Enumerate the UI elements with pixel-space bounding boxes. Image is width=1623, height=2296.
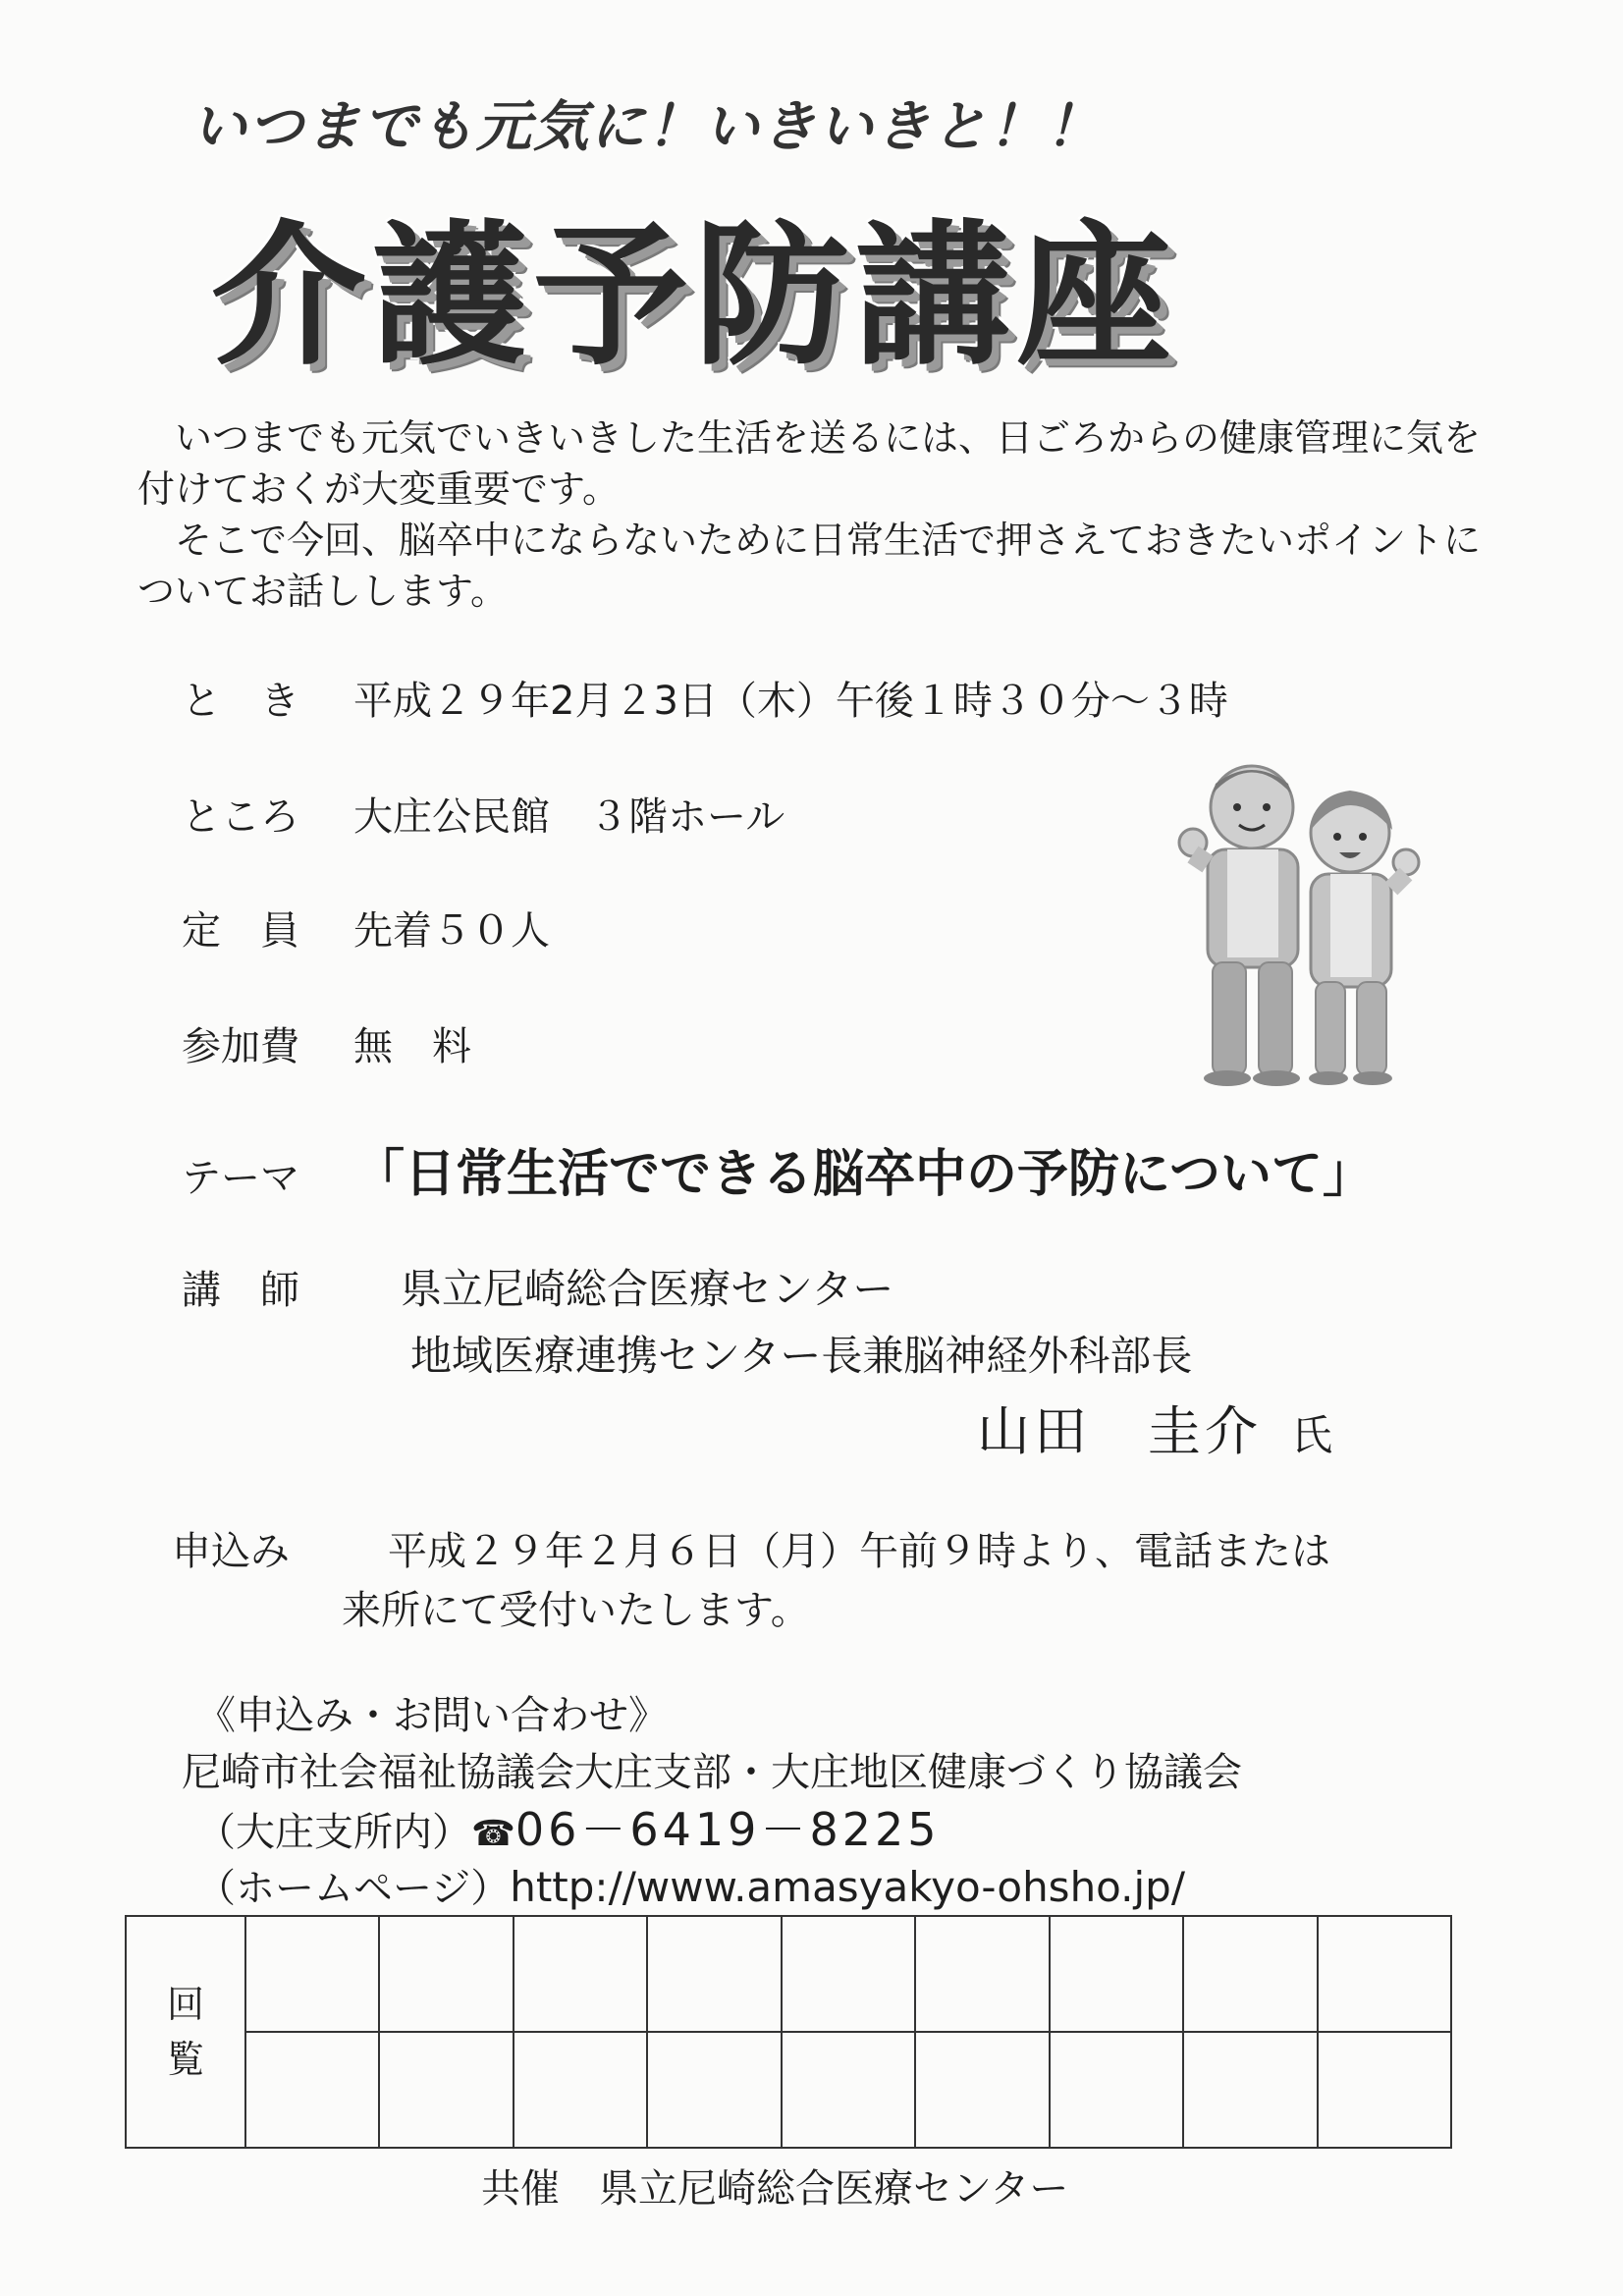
intro-paragraph-2: [137, 515, 1512, 617]
intro-p2-text: そこで今回、脳卒中にならないために日常生活で押さえておきたいポイントについてお話しします。: [137, 519, 1482, 613]
apply-line-2: 来所にて受付いたします。: [342, 1588, 810, 1633]
where-row: [182, 786, 784, 842]
when-row: [182, 670, 1228, 726]
tagline: いつまでも元気に！いきいきと！！: [191, 95, 1103, 159]
lecturer-label: 講 師: [182, 1268, 299, 1313]
intro-p1-text: いつまでも元気でいきいきした生活を送るには、日ごろからの健康管理に気を付けておくが大変重要です。: [137, 416, 1482, 511]
intro-text: [137, 412, 1512, 617]
stamp-cell: [782, 2032, 915, 2148]
stamp-cell: [514, 1916, 647, 2032]
fee-value: 無 料: [353, 1024, 471, 1069]
stamp-cell: [647, 1916, 781, 2032]
stamp-cell: [1318, 2032, 1452, 2148]
elderly-couple-exercising-icon: [1168, 746, 1424, 1094]
page-title: 介護予防講座: [211, 206, 1177, 387]
circulation-label-2: 覧: [166, 2038, 204, 2081]
intro-paragraph-1: [137, 412, 1512, 515]
stamp-cell: [915, 1916, 1049, 2032]
stamp-cell: [1183, 1916, 1317, 2032]
lecturer-title: 地域医療連携センター長兼脳神経外科部長: [410, 1332, 1193, 1380]
theme-row: [182, 1132, 1374, 1206]
where-value: 大庄公民館 ３階ホール: [353, 794, 785, 840]
fee-label: 参加費: [182, 1024, 299, 1069]
circulation-row: [126, 2032, 1451, 2148]
stamp-cell: [1183, 2032, 1317, 2148]
stamp-cell: [1318, 1916, 1452, 2032]
apply-line-1: 平成２９年２月６日（月）午前９時より、電話または: [388, 1529, 1330, 1574]
capacity-value: 先着５０人: [353, 908, 550, 954]
contact-hp-line: [196, 1860, 1185, 1916]
theme-label: テーマ: [182, 1156, 299, 1201]
stamp-cell: [245, 2032, 379, 2148]
stamp-cell: [379, 1916, 513, 2032]
where-label: ところ: [182, 794, 299, 840]
apply-label: 申込み: [172, 1529, 290, 1574]
phone-icon: ☎: [471, 1814, 515, 1854]
when-value: 平成２９年2月２3日（木）午後１時３０分～３時: [353, 679, 1228, 724]
theme-value: 「日常生活でできる脳卒中の予防について」: [353, 1145, 1374, 1204]
contact-hp-label: （ホームページ）: [196, 1866, 511, 1911]
lecturer-name-line: [977, 1390, 1332, 1465]
stamp-cell: [1050, 2032, 1183, 2148]
contact-phone-line: [196, 1803, 941, 1861]
contact-url[interactable]: http://www.amasyakyo-ohsho.jp/: [510, 1863, 1185, 1911]
stamp-cell: [647, 2032, 781, 2148]
capacity-row: [182, 900, 550, 956]
circulation-label: [126, 1916, 245, 2148]
fee-row: [182, 1015, 471, 1071]
circulation-row: [126, 1916, 1451, 2032]
circulation-label-1: 回: [166, 1983, 204, 2026]
lecturer-org: 県立尼崎総合医療センター: [401, 1265, 894, 1313]
when-label: と き: [182, 679, 299, 724]
circulation-table: [125, 1915, 1452, 2149]
stamp-cell: [514, 2032, 647, 2148]
cohost-footer: 共催 県立尼崎総合医療センター: [481, 2166, 1069, 2212]
contact-heading: 《申込み・お問い合わせ》: [196, 1693, 668, 1738]
stamp-cell: [915, 2032, 1049, 2148]
lecturer-name: 山田 圭介: [977, 1400, 1262, 1462]
stamp-cell: [1050, 1916, 1183, 2032]
contact-phone: 06－6419－8225: [514, 1803, 941, 1856]
contact-org: 尼崎市社会福祉協議会大庄支部・大庄地区健康づくり協議会: [182, 1750, 1242, 1795]
capacity-label: 定 員: [182, 908, 299, 954]
stamp-cell: [245, 1916, 379, 2032]
stamp-cell: [782, 1916, 915, 2032]
contact-office: （大庄支所内）: [196, 1810, 471, 1855]
lecturer-honorific: 氏: [1291, 1411, 1333, 1459]
stamp-cell: [379, 2032, 513, 2148]
